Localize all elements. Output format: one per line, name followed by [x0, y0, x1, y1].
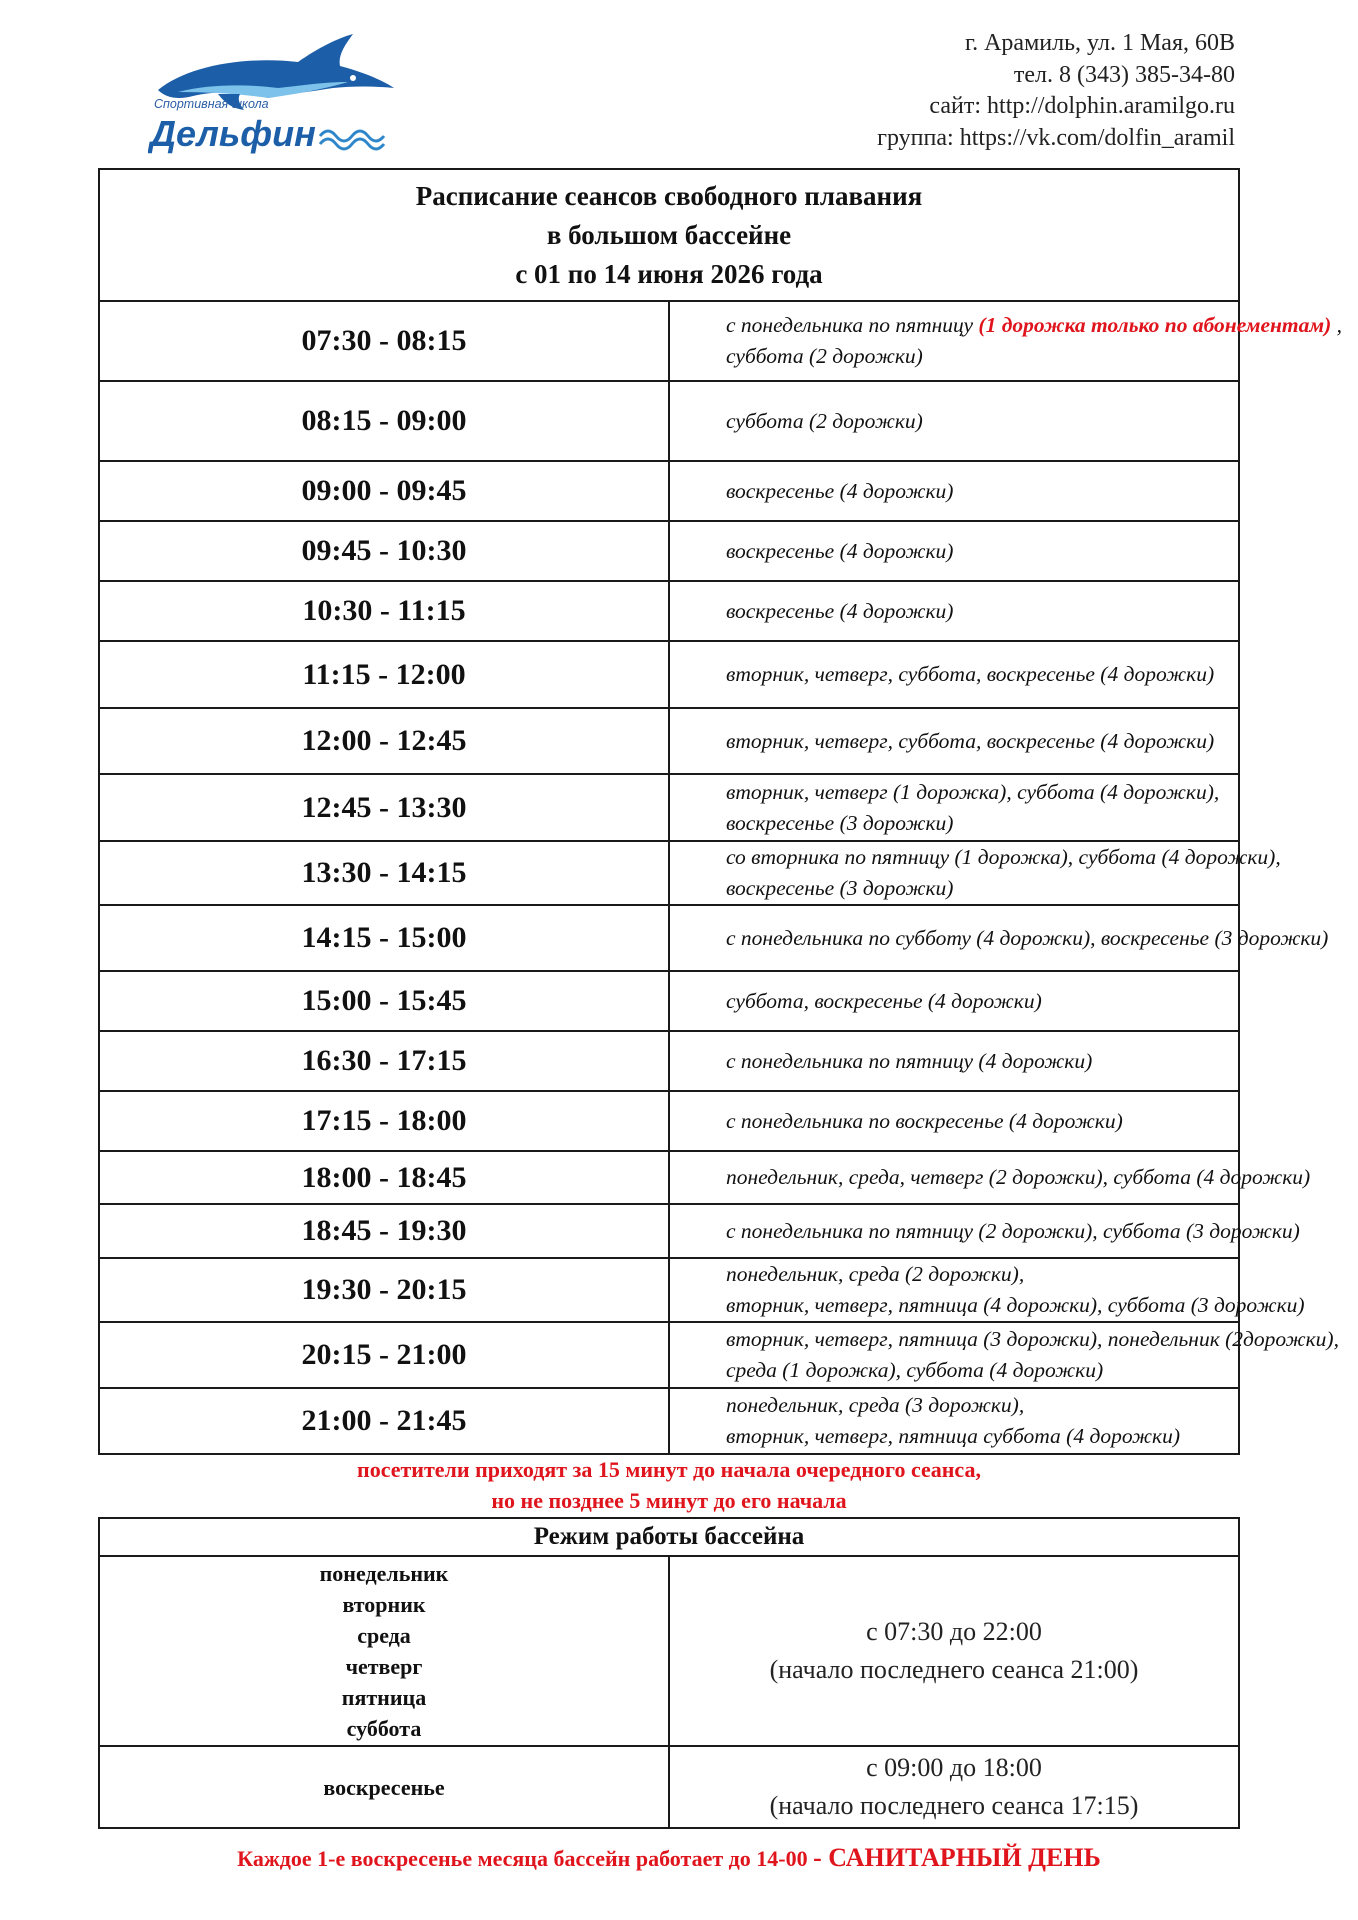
- session-time: 21:00 - 21:45: [99, 1388, 669, 1454]
- session-time: 20:15 - 21:00: [99, 1322, 669, 1388]
- weekday-hours: с 07:30 до 22:00 (начало последнего сеанса 21:00): [669, 1556, 1239, 1746]
- session-time: 18:45 - 19:30: [99, 1204, 669, 1258]
- sunday-label: воскресенье: [99, 1746, 669, 1828]
- session-time: 09:00 - 09:45: [99, 461, 669, 521]
- table-row: [99, 1322, 1239, 1388]
- session-lanes: суббота, воскресенье (4 дорожки): [669, 971, 1239, 1031]
- session-lanes: с понедельника по пятницу (2 дорожки), суббота (3 дорожки): [669, 1204, 1239, 1258]
- session-lanes: со вторника по пятницу (1 дорожка), суббота (4 дорожки), воскресенье (3 дорожки): [669, 841, 1239, 905]
- session-time: 15:00 - 15:45: [99, 971, 669, 1031]
- session-lanes: воскресенье (4 дорожки): [669, 461, 1239, 521]
- svg-text:Дельфин: Дельфин: [150, 113, 316, 154]
- session-time: 12:45 - 13:30: [99, 774, 669, 841]
- session-time: 07:30 - 08:15: [99, 301, 669, 381]
- sunday-hours: с 09:00 до 18:00 (начало последнего сеанса 17:15): [669, 1746, 1239, 1828]
- session-lanes: воскресенье (4 дорожки): [669, 521, 1239, 581]
- table-row: [99, 1204, 1239, 1258]
- table-row: [99, 708, 1239, 774]
- table-row: [99, 381, 1239, 461]
- session-time: 11:15 - 12:00: [99, 641, 669, 708]
- session-lanes: с понедельника по воскресенье (4 дорожки): [669, 1091, 1239, 1151]
- table-row: [99, 1556, 1239, 1746]
- session-time: 12:00 - 12:45: [99, 708, 669, 774]
- table-row: [99, 1388, 1239, 1454]
- session-time: 10:30 - 11:15: [99, 581, 669, 641]
- subscription-only-note: (1 дорожка только по абонементам): [978, 313, 1332, 337]
- table-row: [99, 1746, 1239, 1828]
- session-time: 08:15 - 09:00: [99, 381, 669, 461]
- session-lanes: понедельник, среда (3 дорожки), вторник, четверг, пятница суббота (4 дорожки): [669, 1388, 1239, 1454]
- svg-text:Спортивная школа: Спортивная школа: [154, 97, 269, 111]
- website-link[interactable]: сайт: http://dolphin.aramilgo.ru: [929, 93, 1235, 119]
- session-lanes: вторник, четверг (1 дорожка), суббота (4 дорожки), воскресенье (3 дорожки): [669, 774, 1239, 841]
- session-time: 18:00 - 18:45: [99, 1151, 669, 1204]
- session-time: 14:15 - 15:00: [99, 905, 669, 971]
- session-time: 17:15 - 18:00: [99, 1091, 669, 1151]
- session-lanes: вторник, четверг, суббота, воскресенье (4 дорожки): [669, 708, 1239, 774]
- table-row: [99, 461, 1239, 521]
- table-row: [99, 581, 1239, 641]
- session-lanes: понедельник, среда (2 дорожки), вторник, четверг, пятница (4 дорожки), суббота (3 дорожки): [669, 1258, 1239, 1322]
- table-row: [99, 1091, 1239, 1151]
- session-time: 16:30 - 17:15: [99, 1031, 669, 1091]
- table-row: [99, 971, 1239, 1031]
- session-lanes: с понедельника по пятницу (4 дорожки): [669, 1031, 1239, 1091]
- logo: [148, 28, 398, 160]
- session-lanes: воскресенье (4 дорожки): [669, 581, 1239, 641]
- sanitary-day-notice: Каждое 1-е воскресенье месяца бассейн работает до 14-00 - САНИТАРНЫЙ ДЕНЬ: [237, 1843, 1101, 1872]
- session-time: 19:30 - 20:15: [99, 1258, 669, 1322]
- session-lanes: вторник, четверг, суббота, воскресенье (4 дорожки): [669, 641, 1239, 708]
- session-time: 13:30 - 14:15: [99, 841, 669, 905]
- session-lanes: суббота (2 дорожки): [669, 381, 1239, 461]
- table-row: [99, 1151, 1239, 1204]
- session-lanes: с понедельника по пятницу (1 дорожка только по абонементам) , суббота (2 дорожки): [669, 301, 1239, 381]
- session-lanes: понедельник, среда, четверг (2 дорожки), суббота (4 дорожки): [669, 1151, 1239, 1204]
- contact-info: [877, 28, 1235, 154]
- vk-group-link[interactable]: группа: https://vk.com/dolfin_aramil: [877, 124, 1235, 151]
- schedule-table: [98, 168, 1343, 1455]
- table-row: [99, 1031, 1239, 1091]
- opening-hours-title: Режим работы бассейна: [99, 1518, 1239, 1556]
- table-row: [99, 641, 1239, 708]
- opening-hours-table: [98, 1517, 1240, 1829]
- table-row: [99, 905, 1239, 971]
- session-lanes: с понедельника по субботу (4 дорожки), воскресенье (3 дорожки): [669, 905, 1239, 971]
- schedule-title: Расписание сеансов свободного плавания в большом бассейне с 01 по 14 июня 2026 года: [99, 169, 1239, 301]
- session-time: 09:45 - 10:30: [99, 521, 669, 581]
- table-row: [99, 841, 1239, 905]
- weekday-list: понедельник вторник среда четверг пятница суббота: [99, 1556, 669, 1746]
- phone: тел. 8 (343) 385-34-80: [1013, 61, 1235, 88]
- table-row: [99, 1258, 1239, 1322]
- dolphin-logo-icon: [148, 28, 398, 160]
- arrival-notice: посетители приходят за 15 минут до начала очередного сеанса, но не позднее 5 минут до его начала: [357, 1457, 981, 1513]
- session-lanes: вторник, четверг, пятница (3 дорожки), понедельник (2дорожки), среда (1 дорожка), суббота (4 дорожки): [669, 1322, 1239, 1388]
- table-row: [99, 301, 1239, 381]
- table-row: [99, 774, 1239, 841]
- table-row: [99, 521, 1239, 581]
- address: г. Арамиль, ул. 1 Мая, 60В: [964, 30, 1235, 56]
